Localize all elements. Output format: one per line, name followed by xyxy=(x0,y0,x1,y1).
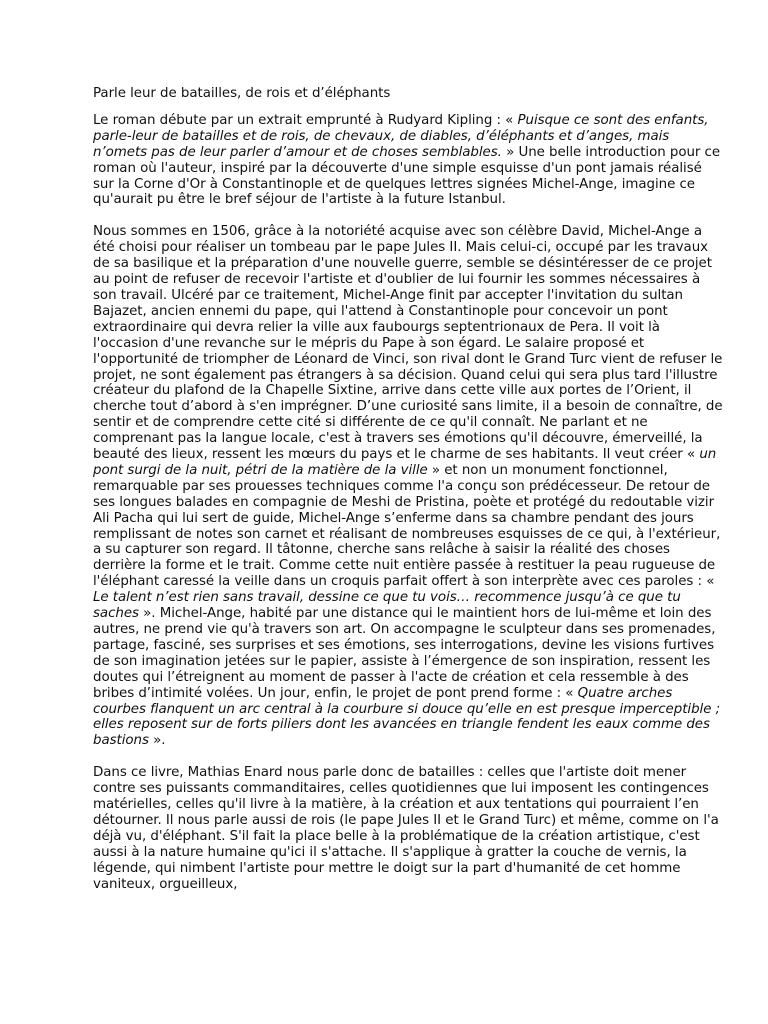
text-run: Le roman débute par un extrait emprunté à Rudyard Kipling : « xyxy=(93,112,518,128)
text-run: ». Michel-Ange, habité par une distance qui le maintient hors de lui-même et loin des autres, ne prend vie qu'à travers son art. On accompagne le sculpteur dans ses promenades, partage, fasciné, ses surprises et ses émotions, ses interrogations, devine les visions furtives de son imagination jetées sur le papier, assiste à l’émergence de son inspiration, ressent les doutes qui l’étreignent au moment de passer à l'acte de création et cela ressemble à des bribes d’intimité volées. Un jour, enfin, le projet de pont prend forme : « xyxy=(93,606,716,701)
quoted-text: un pont surgi de la nuit, pétri de la matière de la ville xyxy=(93,447,717,478)
paragraph xyxy=(93,765,725,892)
paragraph xyxy=(93,224,725,749)
text-run: ». xyxy=(148,733,166,749)
quoted-text: Le talent n’est rien sans travail, dessine ce que tu vois… recommence jusqu’à ce que tu saches xyxy=(93,590,681,622)
paragraph xyxy=(93,113,725,208)
document-page xyxy=(93,86,725,909)
text-run: Dans ce livre, Mathias Enard nous parle donc de batailles : celles que l'artiste doit mener contre ses puissants commanditaires, celles quotidiennes que lui imposent les contingences matérielles, celles qu'il livre à la matière, à la création et aux tentations qui pourraient l’en détourner. Il nous parle aussi de rois (le pape Jules II et le Grand Turc) et même, comme on l'a déjà vu, d'éléphant. S'il fait la place belle à la problématique de la création artistique, c'est aussi à la nature humaine qu'ici il s'attache. Il s'applique à gratter la couche de vernis, la légende, qui nimbent l'artiste pour mettre le doigt sur la part d'humanité de cet homme vaniteux, orgueilleux, xyxy=(93,765,719,892)
quoted-text: Puisque ce sont des enfants, parle-leur de batailles et de rois, de chevaux, de diables, d’éléphants et d’anges, mais n’omets pas de leur parler d’amour et de choses semblables. xyxy=(93,112,709,160)
text-run: » Une belle introduction pour ce roman où l'auteur, inspiré par la découverte d'une simple esquisse d'un pont jamais réalisé sur la Corne d'Or à Constantinople et de quelques lettres signées Michel-Ange, imagine ce qu'aurait pu être le bref séjour de l'artiste à la future Istanbul. xyxy=(93,144,721,208)
text-run: » et non un monument fonctionnel, remarquable par ses prouesses techniques comme l'a conçu son prédécesseur. De retour de ses longues balades en compagnie de Meshi de Pristina, poète et protégé du redoutable vizir Ali Pacha qui lui sert de guide, Michel-Ange s’enferme dans sa chambre pendant des jours remplissant de notes son carnet et réalisant de nombreuses esquisses de ce qui, à l'extérieur, a su capturer son regard. Il tâtonne, cherche sans relâche à saisir la réalité des choses derrière la forme et le trait. Comme cette nuit entière passée à restituer la peau rugueuse de l'éléphant caressé la veille dans un croquis parfait offert à son interprète avec ces paroles : « xyxy=(93,462,721,590)
document-body xyxy=(93,113,725,893)
text-run: Nous sommes en 1506, grâce à la notoriété acquise avec son célèbre David, Michel-Ange a été choisi pour réaliser un tombeau par le pape Jules II. Mais celui-ci, occupé par les travaux de sa basilique et la préparation d'une nouvelle guerre, semble se désintéresser de ce projet au point de refuser de recevoir l'artiste et d'oublier de lui fournir les sommes nécessaires à son travail. Ulcéré par ce traitement, Michel-Ange finit par accepter l'invitation du sultan Bajazet, ancien ennemi du pape, qui l'attend à Constantinople pour concevoir un pont extraordinaire qui devra relier la ville aux faubourgs septentrionaux de Pera. Il voit là l'occasion d'une revanche sur le mépris du Pape à son égard. Le salaire proposé et l'opportunité de triompher de Léonard de Vinci, son rival dont le Grand Turc vient de refuser le projet, ne sont également pas étrangers à sa décision. Quand celui qui sera plus tard l'illustre créateur du plafond de la Chapelle Sixtine, arrive dans cette ville aux portes de l’Orient, il cherche tout d’abord à s'en imprégner. D’une curiosité sans limite, il a besoin de connaître, de sentir et de comprendre cette cité si différente de ce qu'il connaît. Ne parlant et ne comprenant pas la langue locale, c'est à travers ses émotions qu'il découvre, émerveillé, la beauté des lieux, ressent les mœurs du pays et le charme de ses habitants. Il veut créer « xyxy=(93,224,723,463)
quoted-text: Quatre arches courbes flanquent un arc central à la courbure si douce qu’elle en est presque imperceptible ; elles reposent sur de forts piliers dont les avancées en triangle fendent les eaux comme des bastions xyxy=(93,685,721,749)
document-title: Parle leur de batailles, de rois et d’éléphants xyxy=(93,86,391,101)
